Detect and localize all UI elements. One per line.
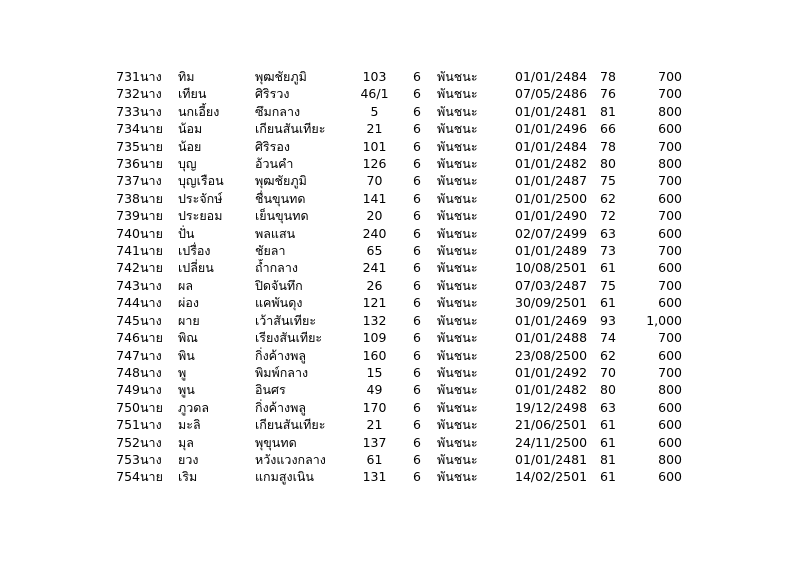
row-number-cell: 734 [116,121,140,137]
village-number-cell: 6 [413,156,421,172]
birth-date-cell: 01/01/2482 [515,156,588,172]
village-number-cell: 6 [413,121,421,137]
table-row [102,225,682,242]
allowance-amount-cell: 600 [658,295,682,311]
house-number-cell: 170 [362,399,387,415]
name-title-cell: นาง [140,277,162,293]
age-cell: 73 [600,243,616,259]
village-number-cell: 6 [413,69,421,84]
subdistrict-cell: พันชนะ [437,86,478,102]
house-number-cell: 121 [362,295,387,311]
village-number-cell: 6 [413,434,421,450]
subdistrict-cell: พันชนะ [437,312,478,328]
table-row [102,347,682,364]
house-number-cell: 126 [362,156,387,172]
allowance-amount-cell: 700 [658,208,682,224]
first-name-cell: น้อม [178,121,203,137]
first-name-cell: ภูวดล [178,399,210,415]
first-name-cell: มุล [178,434,194,450]
last-name-cell: ปิดจันทึก [255,277,303,293]
birth-date-cell: 02/07/2499 [515,225,588,241]
birth-date-cell: 01/01/2482 [515,382,588,398]
last-name-cell: แกมสูงเนิน [255,469,314,485]
row-number-cell: 749 [116,382,140,398]
name-title-cell: นาง [140,451,162,467]
last-name-cell: ชัยลา [255,243,286,259]
subdistrict-cell: พันชนะ [437,208,478,224]
first-name-cell: ทิม [178,69,195,84]
house-number-cell: 137 [362,434,387,450]
last-name-cell: อ้วนคำ [255,156,294,172]
age-cell: 66 [600,121,616,137]
name-title-cell: นาย [140,243,163,259]
table-row [102,138,682,155]
birth-date-cell: 24/11/2500 [515,434,588,450]
allowance-amount-cell: 700 [658,277,682,293]
last-name-cell: แคพันดุง [255,295,303,311]
subdistrict-cell: พันชนะ [437,451,478,467]
row-number-cell: 740 [116,225,140,241]
birth-date-cell: 23/08/2500 [515,347,588,363]
name-title-cell: นาง [140,103,162,119]
first-name-cell: นกเอี้ยง [178,103,220,119]
village-number-cell: 6 [413,190,421,206]
age-cell: 80 [600,156,616,172]
subdistrict-cell: พันชนะ [437,190,478,206]
house-number-cell: 46/1 [360,86,389,102]
subdistrict-cell: พันชนะ [437,347,478,363]
birth-date-cell: 01/01/2489 [515,243,588,259]
last-name-cell: พิมพ์กลาง [255,364,309,380]
house-number-cell: 5 [370,103,379,119]
birth-date-cell: 01/01/2492 [515,364,588,380]
village-number-cell: 6 [413,243,421,259]
allowance-amount-cell: 600 [658,434,682,450]
first-name-cell: น้อย [178,138,202,154]
last-name-cell: ชื่นขุนทด [255,190,306,206]
row-number-cell: 750 [116,399,140,415]
birth-date-cell: 07/05/2486 [515,86,588,102]
allowance-amount-cell: 600 [658,469,682,485]
house-number-cell: 141 [362,190,387,206]
first-name-cell: เริม [178,469,198,485]
birth-date-cell: 01/01/2469 [515,312,588,328]
row-number-cell: 738 [116,190,140,206]
age-cell: 61 [600,434,616,450]
row-number-cell: 733 [116,103,140,119]
table-row [102,294,682,311]
allowance-amount-cell: 700 [658,86,682,102]
age-cell: 81 [600,103,616,119]
village-number-cell: 6 [413,382,421,398]
table-row [102,207,682,224]
last-name-cell: หวังแวงกลาง [255,451,326,467]
name-title-cell: นาย [140,330,163,346]
age-cell: 61 [600,295,616,311]
row-number-cell: 754 [116,469,140,485]
birth-date-cell: 01/01/2487 [515,173,588,189]
allowance-amount-cell: 600 [658,260,682,276]
house-number-cell: 26 [366,277,383,293]
roster-body [102,68,682,486]
birth-date-cell: 01/01/2496 [515,121,588,137]
village-number-cell: 6 [413,173,421,189]
age-cell: 75 [600,277,616,293]
birth-date-cell: 01/01/2481 [515,103,588,119]
allowance-amount-cell: 1,000 [646,312,682,328]
subdistrict-cell: พันชนะ [437,121,478,137]
table-row [102,85,682,102]
age-cell: 74 [600,330,616,346]
birth-date-cell: 01/01/2488 [515,330,588,346]
row-number-cell: 732 [116,86,140,102]
row-number-cell: 739 [116,208,140,224]
row-number-cell: 743 [116,277,140,293]
table-row [102,451,682,468]
last-name-cell: กิ่งค้างพลู [255,347,307,363]
age-cell: 78 [600,138,616,154]
allowance-amount-cell: 700 [658,69,682,84]
last-name-cell: ซึมกลาง [255,103,301,119]
allowance-amount-cell: 700 [658,364,682,380]
age-cell: 63 [600,399,616,415]
birth-date-cell: 21/06/2501 [515,417,588,433]
village-number-cell: 6 [413,225,421,241]
allowance-amount-cell: 700 [658,173,682,189]
birth-date-cell: 14/02/2501 [515,469,588,485]
table-row [102,416,682,433]
subdistrict-cell: พันชนะ [437,173,478,189]
birth-date-cell: 01/01/2500 [515,190,588,206]
row-number-cell: 752 [116,434,140,450]
row-number-cell: 744 [116,295,140,311]
subdistrict-cell: พันชนะ [437,260,478,276]
name-title-cell: นาย [140,260,163,276]
name-title-cell: นาย [140,208,163,224]
row-number-cell: 736 [116,156,140,172]
subdistrict-cell: พันชนะ [437,399,478,415]
table-row [102,155,682,172]
subdistrict-cell: พันชนะ [437,156,478,172]
age-cell: 61 [600,260,616,276]
house-number-cell: 132 [362,312,387,328]
village-number-cell: 6 [413,399,421,415]
birth-date-cell: 10/08/2501 [515,260,588,276]
last-name-cell: พุฒชัยภูมิ [255,173,307,189]
house-number-cell: 21 [366,121,383,137]
village-number-cell: 6 [413,208,421,224]
subdistrict-cell: พันชนะ [437,138,478,154]
table-row [102,190,682,207]
name-title-cell: นาย [140,469,163,485]
village-number-cell: 6 [413,417,421,433]
age-cell: 61 [600,469,616,485]
birth-date-cell: 01/01/2490 [515,208,588,224]
last-name-cell: ถ้ำกลาง [255,260,298,276]
row-number-cell: 737 [116,173,140,189]
table-row [102,277,682,294]
first-name-cell: มะลิ [178,417,201,433]
age-cell: 78 [600,69,616,84]
row-number-cell: 751 [116,417,140,433]
age-cell: 61 [600,417,616,433]
house-number-cell: 241 [362,260,387,276]
age-cell: 72 [600,208,616,224]
name-title-cell: นาย [140,399,163,415]
row-number-cell: 742 [116,260,140,276]
allowance-amount-cell: 600 [658,190,682,206]
first-name-cell: ประจักษ์ [178,190,223,206]
age-cell: 62 [600,190,616,206]
village-number-cell: 6 [413,138,421,154]
table-row [102,381,682,398]
last-name-cell: กิ่งค้างพลู [255,399,307,415]
village-number-cell: 6 [413,260,421,276]
first-name-cell: พูน [178,382,195,398]
first-name-cell: ผล [178,277,193,293]
name-title-cell: นาง [140,69,162,84]
subdistrict-cell: พันชนะ [437,382,478,398]
allowance-amount-cell: 700 [658,243,682,259]
row-number-cell: 731 [116,69,140,84]
house-number-cell: 15 [366,364,383,380]
village-number-cell: 6 [413,277,421,293]
age-cell: 62 [600,347,616,363]
subdistrict-cell: พันชนะ [437,225,478,241]
name-title-cell: นาง [140,347,162,363]
birth-date-cell: 07/03/2487 [515,277,588,293]
row-number-cell: 741 [116,243,140,259]
name-title-cell: นาย [140,138,163,154]
table-row [102,468,682,485]
name-title-cell: นาง [140,434,162,450]
subdistrict-cell: พันชนะ [437,103,478,119]
first-name-cell: เทียน [178,86,207,102]
table-row [102,364,682,381]
name-title-cell: นาง [140,295,162,311]
name-title-cell: นาง [140,417,162,433]
first-name-cell: ผ่อง [178,295,199,311]
house-number-cell: 109 [362,330,387,346]
last-name-cell: พุฒชัยภูมิ [255,69,307,84]
birth-date-cell: 01/01/2484 [515,69,588,84]
village-number-cell: 6 [413,469,421,485]
first-name-cell: พิณ [178,330,198,346]
first-name-cell: พิน [178,347,195,363]
village-number-cell: 6 [413,103,421,119]
last-name-cell: เกียนสันเทียะ [255,417,326,433]
row-number-cell: 748 [116,364,140,380]
first-name-cell: ประยอม [178,208,223,224]
house-number-cell: 70 [366,173,383,189]
subdistrict-cell: พันชนะ [437,243,478,259]
table-row [102,399,682,416]
name-title-cell: นาย [140,190,163,206]
last-name-cell: เว้าสันเทียะ [255,312,317,328]
last-name-cell: เย็นขุนทด [255,208,309,224]
house-number-cell: 49 [366,382,383,398]
last-name-cell: เรียงสันเทียะ [255,330,323,346]
table-row [102,312,682,329]
house-number-cell: 21 [366,417,383,433]
village-number-cell: 6 [413,295,421,311]
first-name-cell: ผาย [178,312,200,328]
subdistrict-cell: พันชนะ [437,277,478,293]
row-number-cell: 747 [116,347,140,363]
allowance-amount-cell: 800 [658,156,682,172]
house-number-cell: 65 [366,243,383,259]
subdistrict-cell: พันชนะ [437,330,478,346]
subdistrict-cell: พันชนะ [437,469,478,485]
last-name-cell: อินศร [255,382,286,398]
house-number-cell: 240 [362,225,387,241]
birth-date-cell: 01/01/2484 [515,138,588,154]
allowance-amount-cell: 600 [658,417,682,433]
birth-date-cell: 01/01/2481 [515,451,588,467]
age-cell: 75 [600,173,616,189]
birth-date-cell: 19/12/2498 [515,399,588,415]
table-row [102,329,682,346]
house-number-cell: 160 [362,347,387,363]
allowance-amount-cell: 800 [658,451,682,467]
table-row [102,68,682,85]
house-number-cell: 103 [362,69,387,84]
last-name-cell: พุขุนทด [255,434,297,450]
village-number-cell: 6 [413,330,421,346]
birth-date-cell: 30/09/2501 [515,295,588,311]
first-name-cell: เปรื่อง [178,243,211,259]
subdistrict-cell: พันชนะ [437,69,478,84]
age-cell: 63 [600,225,616,241]
subdistrict-cell: พันชนะ [437,417,478,433]
age-cell: 76 [600,86,616,102]
first-name-cell: บุญ [178,156,197,172]
allowance-amount-cell: 600 [658,121,682,137]
row-number-cell: 745 [116,312,140,328]
allowance-amount-cell: 600 [658,399,682,415]
last-name-cell: พลแสน [255,225,296,241]
house-number-cell: 101 [362,138,387,154]
subdistrict-cell: พันชนะ [437,364,478,380]
name-title-cell: นาง [140,173,162,189]
allowance-amount-cell: 800 [658,103,682,119]
name-title-cell: นาย [140,156,163,172]
name-title-cell: นาง [140,312,162,328]
village-number-cell: 6 [413,364,421,380]
first-name-cell: ปั่น [178,225,195,241]
village-number-cell: 6 [413,312,421,328]
age-cell: 93 [600,312,616,328]
village-number-cell: 6 [413,86,421,102]
house-number-cell: 131 [362,469,387,485]
age-cell: 80 [600,382,616,398]
last-name-cell: ศิริรวง [255,86,290,102]
name-title-cell: นาย [140,121,163,137]
name-title-cell: นาง [140,382,162,398]
village-number-cell: 6 [413,347,421,363]
subdistrict-cell: พันชนะ [437,434,478,450]
last-name-cell: เกียนสันเทียะ [255,121,326,137]
allowance-amount-cell: 600 [658,347,682,363]
last-name-cell: ศิริรอง [255,138,290,154]
table-row [102,259,682,276]
allowance-amount-cell: 800 [658,382,682,398]
name-title-cell: นาง [140,86,162,102]
roster-table [102,68,682,486]
row-number-cell: 753 [116,451,140,467]
row-number-cell: 735 [116,138,140,154]
village-number-cell: 6 [413,451,421,467]
subdistrict-cell: พันชนะ [437,295,478,311]
table-row [102,172,682,189]
house-number-cell: 61 [366,451,383,467]
first-name-cell: บุญเรือน [178,173,224,189]
name-title-cell: นาง [140,364,162,380]
allowance-amount-cell: 700 [658,138,682,154]
table-row [102,242,682,259]
table-row [102,434,682,451]
table-row [102,103,682,120]
first-name-cell: เปลี่ยน [178,260,214,276]
age-cell: 70 [600,364,616,380]
row-number-cell: 746 [116,330,140,346]
table-row [102,120,682,137]
age-cell: 81 [600,451,616,467]
name-title-cell: นาย [140,225,163,241]
house-number-cell: 20 [366,208,383,224]
allowance-amount-cell: 700 [658,330,682,346]
allowance-amount-cell: 600 [658,225,682,241]
first-name-cell: ยวง [178,451,199,467]
first-name-cell: พู [178,364,187,380]
